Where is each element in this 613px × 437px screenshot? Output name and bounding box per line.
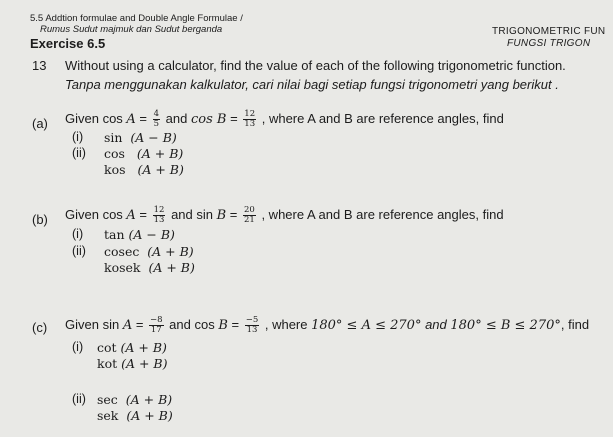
part-a-label: (a) — [32, 116, 48, 131]
part-a-ii-func: cos — [104, 146, 125, 161]
part-c-ii-expr-my — [97, 408, 173, 423]
part-c-var-b: B — [218, 317, 228, 333]
part-a-eq2: = — [226, 110, 242, 126]
part-a-i-label: (i) — [72, 130, 84, 144]
part-b-ii-expr-my — [104, 260, 195, 275]
part-c-label: (c) — [32, 320, 48, 335]
part-c-frac2 — [245, 316, 260, 335]
part-a-i-arg: (A − B) — [130, 130, 177, 145]
part-c-var-a: A — [122, 317, 133, 333]
part-b-var-b: B — [216, 207, 227, 223]
part-c-ii-arg: (A + B) — [125, 392, 173, 407]
part-c-suffix-post: , find — [560, 316, 590, 332]
section-title-en: 5.5 Addtion formulae and Double Angle Formulae / — [30, 13, 243, 24]
part-b-ii-label: (ii) — [72, 244, 86, 258]
part-a-var-b: B — [216, 111, 227, 127]
exercise-title: Exercise 6.5 — [30, 36, 106, 51]
part-a-ii-expr — [104, 146, 183, 161]
part-c-i-func: cot — [97, 340, 117, 355]
part-c-suffix-pre: , where — [261, 316, 312, 332]
part-c-range-b: 180° ≤ B ≤ 270° — [450, 317, 561, 333]
part-b-given-prefix: Given cos — [65, 206, 127, 222]
part-a-suffix: , where A and B are reference angles, find — [258, 110, 504, 126]
part-a-ii-alt-func: kos — [104, 162, 126, 177]
part-a-var-a: A — [126, 111, 136, 127]
part-c-ii-expr — [97, 392, 172, 407]
part-b-ii-alt-arg: (A + B) — [148, 260, 195, 275]
part-a-i-func: sin — [104, 130, 123, 145]
part-c-given — [65, 316, 589, 335]
part-b-mid: and sin — [167, 206, 217, 222]
part-c-i-label: (i) — [72, 340, 84, 354]
part-a-i-expr — [104, 130, 177, 145]
part-b-ii-arg: (A + B) — [147, 244, 194, 259]
part-c-frac1 — [149, 316, 164, 335]
part-c-i-expr — [97, 340, 167, 355]
part-a-eq1: = — [135, 110, 151, 126]
question-number: 13 — [32, 58, 47, 73]
chapter-title-my: FUNGSI TRIGON — [507, 38, 591, 49]
part-b-ii-func: cosec — [104, 244, 140, 259]
part-a-ii-arg: (A + B) — [136, 146, 184, 161]
section-title — [30, 13, 243, 24]
part-b-frac1 — [153, 206, 166, 225]
part-c-frac2-num: −5 — [245, 315, 259, 325]
part-a-frac2-num: 12 — [244, 109, 256, 119]
part-a-given-prefix: Given cos — [65, 110, 127, 126]
part-c-ii-label: (ii) — [72, 392, 86, 406]
part-a-given — [65, 110, 504, 129]
part-b-i-func: tan — [104, 227, 125, 242]
section-title-my — [40, 24, 222, 35]
part-b-suffix: , where A and B are reference angles, find — [257, 206, 504, 222]
part-c-i-alt-arg: (A + B) — [121, 356, 168, 371]
part-b-frac2-num: 20 — [244, 205, 255, 215]
part-b-i-arg: (A − B) — [128, 227, 175, 242]
part-a-mid: and — [162, 110, 191, 126]
part-a-func2: cos — [190, 111, 217, 127]
part-c-ii-func: sec — [97, 392, 118, 407]
part-c-frac2-den: 13 — [246, 325, 258, 335]
part-b-ii-expr — [104, 244, 194, 259]
part-a-frac1-num: 4 — [153, 109, 160, 119]
part-c-i-alt-func: kot — [97, 356, 118, 371]
part-c-and: and — [421, 316, 451, 332]
part-b-label: (b) — [32, 212, 48, 227]
part-b-frac1-den: 13 — [153, 215, 165, 225]
question-text-my: Tanpa menggunakan kalkulator, cari nilai bagi setiap fungsi trigonometri yang berikut . — [65, 77, 559, 92]
chapter-title-en: TRIGONOMETRIC FUN — [492, 26, 606, 37]
part-c-frac1-den: 17 — [150, 325, 162, 335]
part-c-given-prefix: Given sin — [65, 316, 123, 332]
part-c-eq1: = — [132, 316, 148, 332]
part-c-range-a: 180° ≤ A ≤ 270° — [311, 317, 422, 333]
part-c-i-expr-my — [97, 356, 168, 371]
part-c-ii-alt-arg: (A + B) — [126, 408, 173, 423]
part-a-ii-label: (ii) — [72, 146, 86, 160]
part-c-frac1-num: −8 — [150, 315, 163, 325]
part-b-eq2: = — [226, 206, 242, 222]
part-a-frac1 — [153, 110, 160, 129]
part-b-frac2 — [243, 206, 256, 225]
section-title-my-text: Rumus Sudut majmuk dan Sudut berganda — [40, 24, 223, 35]
part-c-eq2: = — [227, 316, 243, 332]
part-c-mid: and cos — [165, 316, 219, 332]
part-b-i-label: (i) — [72, 227, 84, 241]
part-b-frac1-num: 12 — [153, 205, 165, 215]
part-c-ii-alt-func: sek — [97, 408, 119, 423]
part-b-var-a: A — [126, 207, 136, 223]
part-b-eq1: = — [135, 206, 151, 222]
part-a-frac2-den: 13 — [244, 119, 256, 129]
part-a-ii-expr-my — [104, 162, 184, 177]
part-a-ii-alt-arg: (A + B) — [137, 162, 184, 177]
part-b-frac2-den: 21 — [244, 215, 255, 225]
part-a-frac2 — [243, 110, 256, 129]
part-b-given — [65, 206, 504, 225]
part-b-i-expr — [104, 227, 175, 242]
part-b-ii-alt-func: kosek — [104, 260, 141, 275]
part-a-frac1-den: 5 — [153, 119, 160, 129]
question-text-en: Without using a calculator, find the value of each of the following trigonometric function. — [65, 58, 566, 73]
part-c-i-arg: (A + B) — [120, 340, 167, 355]
